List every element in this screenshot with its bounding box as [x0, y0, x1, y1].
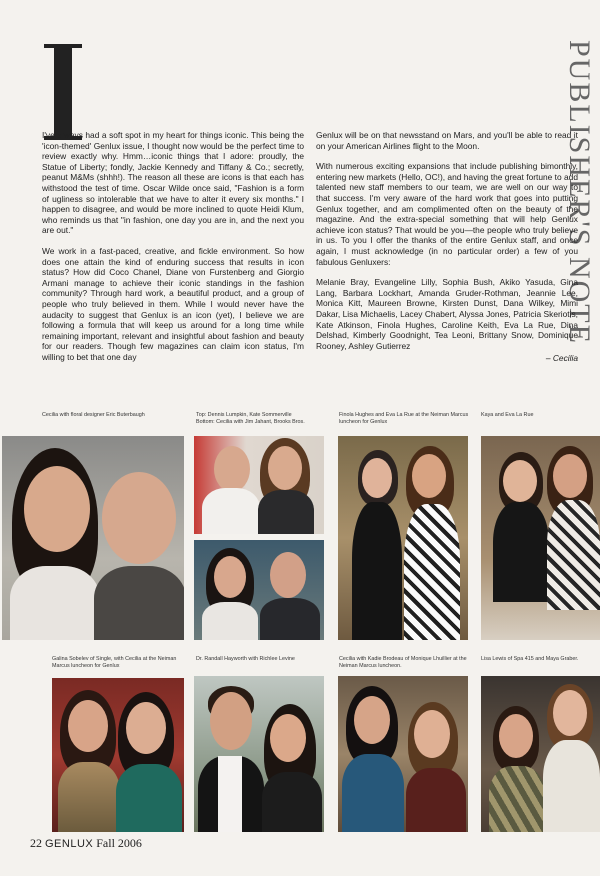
photo-dennis-kate: [194, 436, 324, 534]
photo-cecilia-kadie: [338, 676, 468, 832]
photo-cecilia-eric: [2, 436, 184, 640]
photo-caption: Cecilia with Kadie Brodeau of Monique Lhuillier at the Neiman Marcus luncheon.: [339, 656, 467, 669]
article-paragraph: Genlux will be on that newsstand on Mars, and you'll be able to read it on your American Airlines flight to the Moon.: [316, 130, 578, 151]
photo-caption-top: Top: Dennis Lumpkin, Kate Sommerville: [196, 412, 292, 418]
photo-caption: Lisa Lewis of Spa 415 and Maya Graber.: [481, 656, 579, 662]
page-number: 22: [30, 836, 42, 850]
photo-randall-richlee: [194, 676, 324, 832]
drop-cap-letter: [42, 44, 82, 140]
photo-caption-bottom: Bottom: Cecilia with Jim Jahant, Brooks Bros.: [196, 419, 305, 425]
article-column-right: [316, 130, 578, 364]
issue-label: Fall 2006: [96, 836, 142, 850]
photo-caption: Finola Hughes and Eva La Rue at the Neiman Marcus luncheon for Genlux: [339, 412, 469, 425]
article-paragraph: We work in a fast-paced, creative, and fickle environment. So how does one attain the kind of enduring success that results in icon status? How did Coco Chanel, Diane von Furstenberg and Giorgio Armani manage to achieve their iconic standings in the fashion community? Through hard work, a beautiful product, and a group of people who truly believed in them. While I would never have the audacity to suggest that Genlux is an icon (yet), I believe we are following a formula that will keep us around for a long time while remaining important, relevant and insightful about fashion and beauty for our readers. Though few magazines can claim icon status, I'm willing to bet that one day: [42, 245, 304, 362]
photo-caption: Kaya and Eva La Rue: [481, 412, 534, 418]
photo-caption: [196, 412, 336, 426]
section-title: PUBLISHER'S NOTE: [563, 40, 596, 345]
page-footer: [30, 836, 142, 851]
photo-lisa-maya: [481, 676, 600, 832]
article-paragraph: I've always had a soft spot in my heart for things iconic. This being the 'icon-themed' Genlux issue, I thought now would be the perfect time to review exactly why. Hmm…iconic things that I adore: proudly, the Statue of Liberty; fondly, Jackie Kennedy and Tiffany & Co.; secretly, peanut M&Ms (shhh!). The reason all these are icons is that each has withstood the test of time. Oscar Wilde once said, "Fashion is a form of ugliness so intolerable that we have to alter it every six months." I happen to disagree, and would be more inclined to quote Heidi Klum, who reminds us that "in fashion, one day you are in, and the next you are out.": [42, 130, 304, 236]
photo-cecilia-jim: [194, 540, 324, 640]
photo-caption: Galina Sobelev of Single, with Cecilia at the Neiman Marcus luncheon for Genlux: [52, 656, 177, 669]
article-column-left: [42, 130, 304, 372]
name-list: Melanie Bray, Evangeline Lilly, Sophia Bush, Akiko Yasuda, Gina Lang, Barbara Lockhart, Amanda Gruder-Rothman, Jeannie Lee, Monica Kitt, Maureen Browne, Kirsten Dunst, Dana Wilkey, Mimi Dakar, Lisa Michaelis, Lacey Chabert, Alyssa Jones, Patricia Skeriotis, Kate Atkinson, Finola Hughes, Caroline Keith, Eva La Rue, Dina Delshad, Kimberly Goodnight, Tea Leoni, Brittany Snow, Dominique Rooney, Ashley Gutierrez: [316, 277, 578, 351]
signature: – Cecilia: [545, 353, 578, 364]
photo-caption: Cecilia with floral designer Eric Buterbaugh: [42, 412, 145, 418]
photo-finola-eva: [338, 436, 468, 640]
photo-kaya-eva: [481, 436, 600, 640]
article-paragraph: With numerous exciting expansions that include publishing bimonthly, entering new markets (Hello, OC!), and having the great fortune to add talented new staff members to our team, we are well on our way to that success. I'm very aware of the hard work that goes into putting Genlux together, and am complimented often on the beauty of the magazine. And the extra-special something that will help Genlux achieve icon status? That would be you—the people who truly believe in us. To you I offer the thanks of the entire Genlux staff, and once again, I must acknowledge (in no particular order) a few of you fabulous Genluxers:: [316, 161, 578, 267]
photo-caption: Dr. Randall Hayworth with Richlee Levine: [196, 656, 295, 662]
photo-galina-cecilia: [52, 678, 184, 832]
magazine-name: GENLUX: [45, 838, 94, 850]
